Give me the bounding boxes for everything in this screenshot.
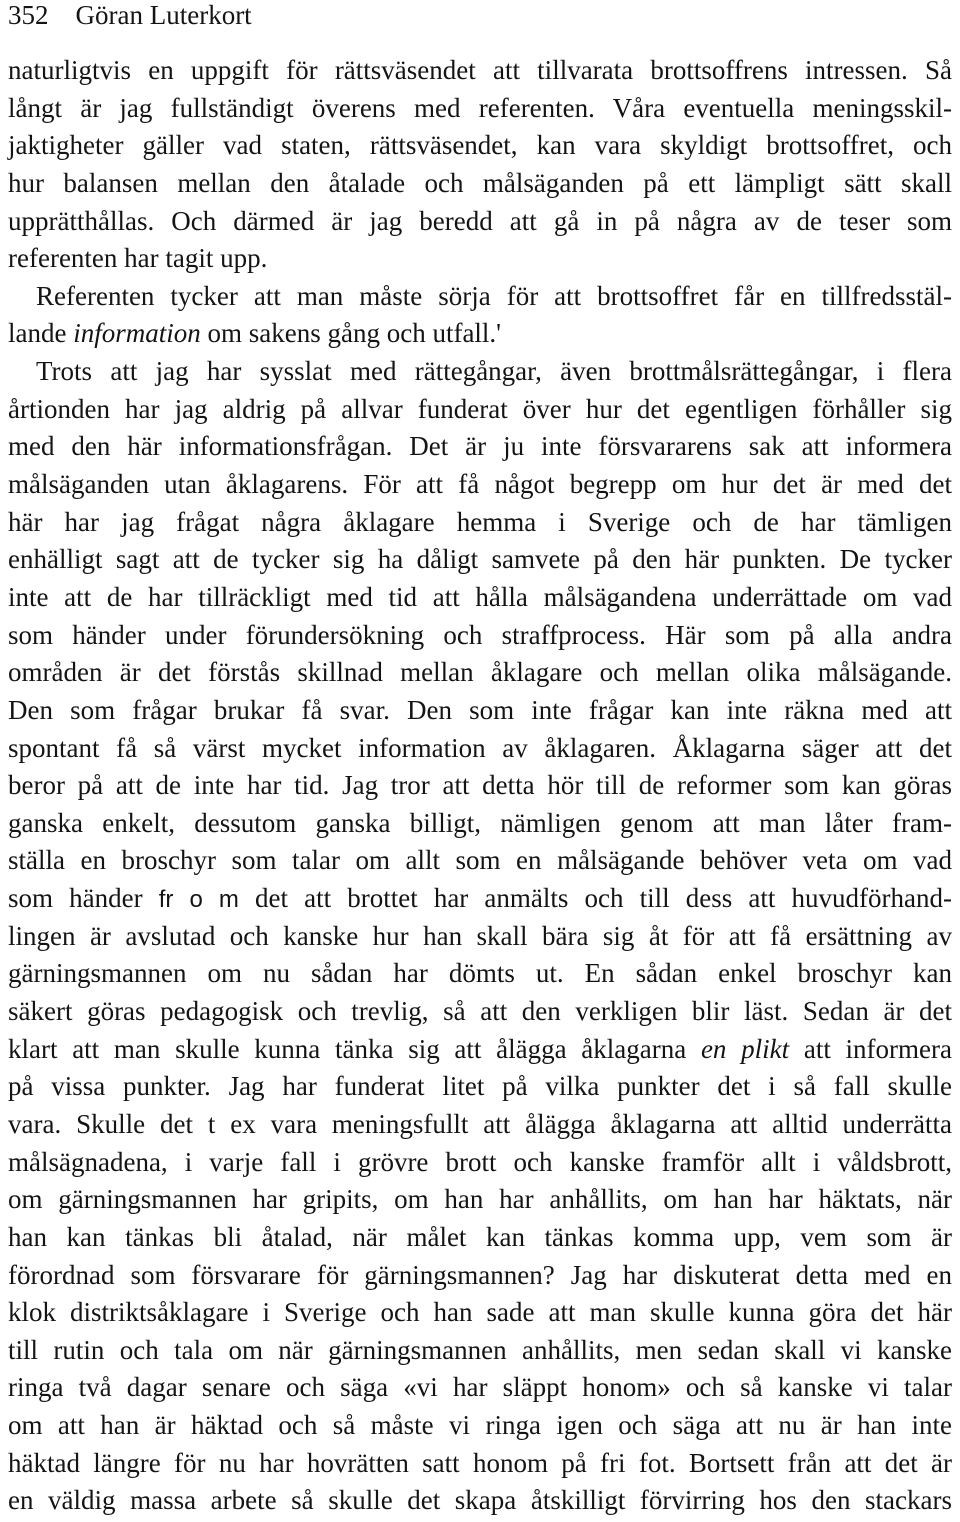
text-line: hur balansen mellan den åtalade och målsäganden på ett lämpligt sätt skall (8, 167, 952, 198)
text-line (8, 315, 952, 353)
text-line: han kan tänkas bli åtalad, när målet kan tänkas komma upp, vem som är (8, 1221, 952, 1252)
text-line: lingen är avslutad och kanske hur han skall bära sig åt för att få ersättning av (8, 920, 952, 951)
text-line: målsägnadena, i varje fall i grövre brott och kanske framför allt i våldsbrott, (8, 1146, 952, 1177)
text-line: beror på att de inte har tid. Jag tror att detta hör till de reformer som kan göras (8, 770, 952, 801)
text-line: jaktigheter gäller vad staten, rättsväsendet, kan vara skyldigt brottsoffret, och (8, 130, 952, 161)
emphasized-text: en plikt (700, 1033, 790, 1064)
text-line: klok distriktsåklagare i Sverige och han sade att man skulle kunna göra det här (8, 1297, 952, 1328)
text-line: om att han är häktad och så måste vi ringa igen och säga att nu är han inte (8, 1410, 952, 1441)
text-line: Trots att jag har sysslat med rättegångar, även brottmålsrättegångar, i flera (36, 356, 952, 387)
text-line: gärningsmannen om nu sådan har dömts ut. En sådan enkel broschyr kan (8, 958, 952, 989)
text-segment: det att brottet har anmälts och till dess att huvudförhand- (238, 883, 952, 914)
text-line: om gärningsmannen har gripits, om han har anhållits, om han har häktats, när (8, 1184, 952, 1215)
text-line: ganska enkelt, dessutom ganska billigt, nämligen genom att man låter fram- (8, 807, 952, 838)
paragraph (8, 278, 952, 353)
text-segment: klart att man skulle kunna tänka sig att ålägga åklagarna (8, 1033, 701, 1064)
text-line: säkert göras pedagogisk och trevlig, så att den verkligen blir läst. Sedan är det (8, 996, 952, 1027)
text-line: Referenten tycker att man måste sörja för att brottsoffret får en tillfredsstäl- (36, 280, 952, 311)
body-text (8, 52, 952, 1520)
text-line: upprätthållas. Och därmed är jag beredd att gå in på några av de teser som (8, 205, 952, 236)
emphasized-text: information (73, 318, 201, 349)
text-segment: som händer (8, 883, 159, 914)
text-line: vara. Skulle det t ex vara meningsfullt att ålägga åklagarna att alltid underrätta (8, 1108, 952, 1139)
text-line: långt är jag fullständigt överens med referenten. Våra eventuella meningsskil- (8, 92, 952, 123)
paragraph (8, 52, 952, 278)
text-line: målsäganden utan åklagarens. För att få något begrepp om hur det är med det (8, 469, 952, 500)
text-line: till rutin och tala om när gärningsmannen anhållits, men sedan skall vi kanske (8, 1334, 952, 1365)
text-line: naturligtvis en uppgift för rättsväsendet att tillvarata brottsoffrens intressen. Så (8, 55, 952, 85)
text-line: häktad längre för nu har hovrätten satt honom på fri fot. Bortsett från att det är (8, 1447, 952, 1478)
text-line: på vissa punkter. Jag har funderat litet på vilka punkter det i så fall skulle (8, 1071, 952, 1102)
text-line: referenten har tagit upp. (8, 243, 268, 274)
text-line: här har jag frågat några åklagare hemma i Sverige och de har tämligen (8, 506, 952, 537)
running-head-author: Göran Luterkort (75, 0, 252, 30)
running-head (8, 0, 252, 30)
text-line: inte att de har tillräckligt med tid att hålla målsägandena underrättade om vad (8, 581, 952, 612)
text-line: förordnad som försvarare för gärningsmannen? Jag har diskuterat detta med en (8, 1259, 952, 1290)
text-line: ringa två dagar senare och säga «vi har släppt honom» och så kanske vi talar (8, 1372, 952, 1403)
text-line (8, 1031, 952, 1069)
text-line: som händer under förundersökning och straffprocess. Här som på alla andra (8, 619, 952, 650)
abbreviation: fr o m (158, 886, 239, 914)
text-line: områden är det förstås skillnad mellan åklagare och mellan olika målsägande. (8, 657, 952, 688)
text-line (8, 880, 952, 918)
text-segment: att informera (789, 1033, 952, 1064)
text-line: Den som frågar brukar få svar. Den som inte frågar kan inte räkna med att (8, 694, 952, 725)
paragraph (8, 353, 952, 1520)
text-line: en väldig massa arbete så skulle det skapa åtskilligt förvirring hos den stackars (8, 1485, 952, 1516)
text-line: enhälligt sagt att de tycker sig ha dåligt samvete på den här punkten. De tycker (8, 544, 952, 575)
text-line: ställa en broschyr som talar om allt som en målsägande behöver veta om vad (8, 845, 952, 876)
page-number: 352 (8, 0, 49, 30)
text-line: spontant få så värst mycket information av åklagaren. Åklagarna säger att det (8, 732, 952, 763)
text-segment: om sakens gång och utfall.' (200, 318, 502, 349)
text-line: årtionden har jag aldrig på allvar funderat över hur det egentligen förhåller sig (8, 393, 952, 424)
text-line: med den här informationsfrågan. Det är ju inte försvararens sak att informera (8, 431, 952, 462)
text-segment: lande (8, 318, 74, 349)
